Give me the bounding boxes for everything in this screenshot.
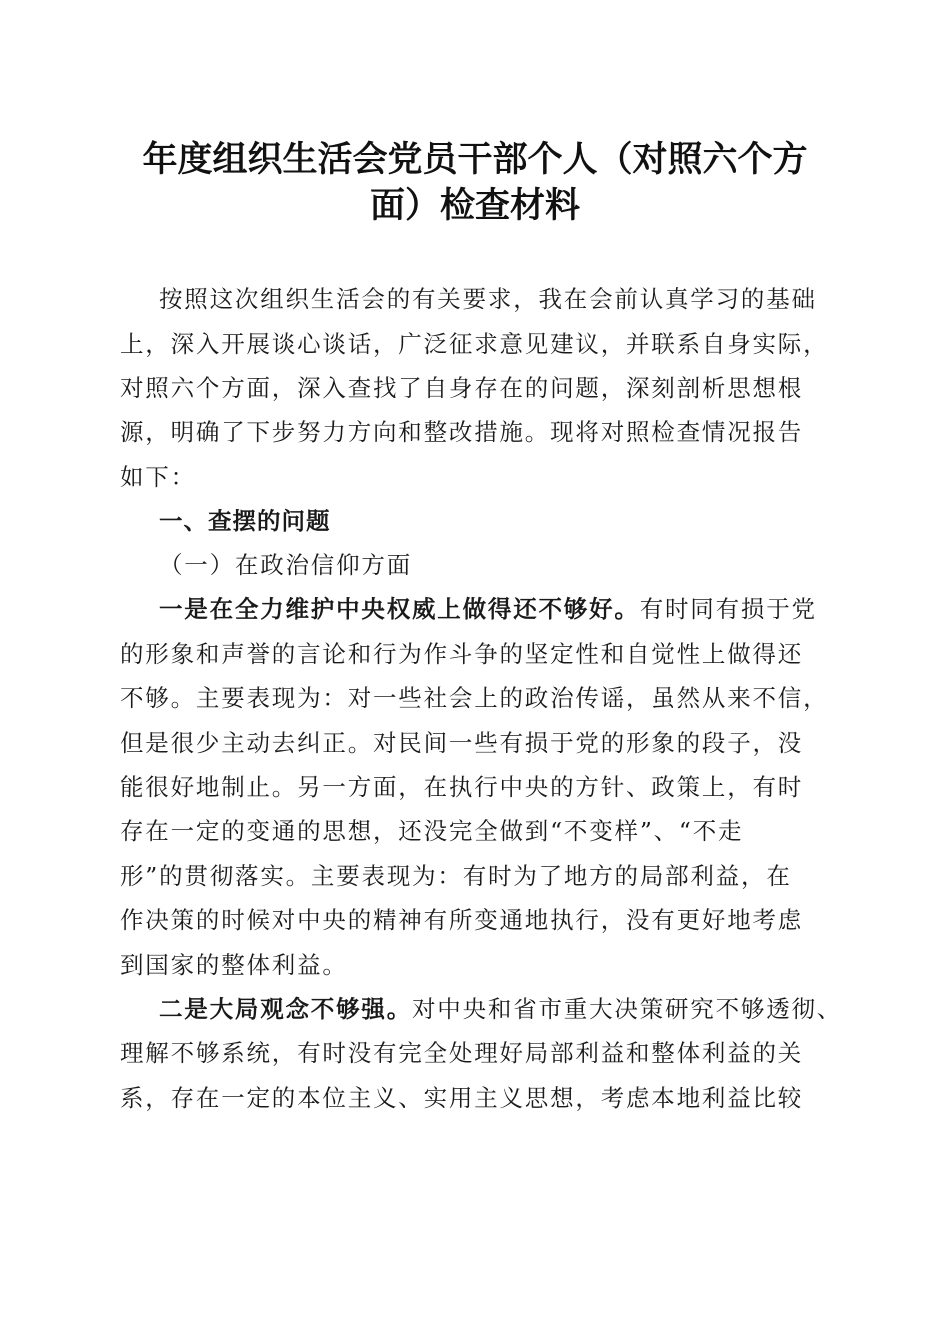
point-two-line: 系，存在一定的本位主义、实用主义思想，考虑本地利益比较 xyxy=(120,1084,804,1112)
point-two-line: 理解不够系统，有时没有完全处理好局部利益和整体利益的关 xyxy=(120,1039,804,1067)
point-one-line: 存在一定的变通的思想，还没完全做到“不变样”、“不走 xyxy=(120,817,744,845)
intro-line: 对照六个方面，深入查找了自身存在的问题，深刻剖析思想根 xyxy=(120,374,804,402)
point-one-line: 不够。主要表现为：对一些社会上的政治传谣，虽然从来不信， xyxy=(120,684,829,712)
point-one-first-line xyxy=(159,594,817,624)
section-heading: 一、查摆的问题 xyxy=(159,507,331,535)
intro-line: 上，深入开展谈心谈话，广泛征求意见建议，并联系自身实际， xyxy=(120,330,829,358)
point-one-line: 的形象和声誉的言论和行为作斗争的坚定性和自觉性上做得还 xyxy=(120,640,804,668)
point-one-line: 能很好地制止。另一方面，在执行中央的方针、政策上，有时 xyxy=(120,773,804,801)
point-two-lead: 二是大局观念不够强。 xyxy=(159,995,412,1023)
point-one-line: 作决策的时候对中央的精神有所变通地执行，没有更好地考虑 xyxy=(120,906,804,934)
point-one-text: 有时同有损于党 xyxy=(639,595,817,623)
intro-line: 按照这次组织生活会的有关要求，我在会前认真学习的基础 xyxy=(159,285,817,313)
intro-line: 源，明确了下步努力方向和整改措施。现将对照检查情况报告 xyxy=(120,418,804,446)
document-title-line-2: 面）检查材料 xyxy=(369,186,580,226)
point-one-line: 到国家的整体利益。 xyxy=(120,951,348,979)
point-one-line: 形”的贯彻落实。主要表现为：有时为了地方的局部利益，在 xyxy=(120,862,792,890)
point-two-first-line xyxy=(159,994,842,1024)
point-one-lead: 一是在全力维护中央权威上做得还不够好。 xyxy=(159,595,640,623)
intro-line: 如下： xyxy=(120,463,196,491)
point-two-text: 对中央和省市重大决策研究不够透彻、 xyxy=(412,995,843,1023)
document-title-line-1: 年度组织生活会党员干部个人（对照六个方 xyxy=(142,140,808,180)
subsection-heading: （一）在政治信仰方面 xyxy=(159,551,412,579)
point-one-line: 但是很少主动去纠正。对民间一些有损于党的形象的段子，没 xyxy=(120,729,804,757)
